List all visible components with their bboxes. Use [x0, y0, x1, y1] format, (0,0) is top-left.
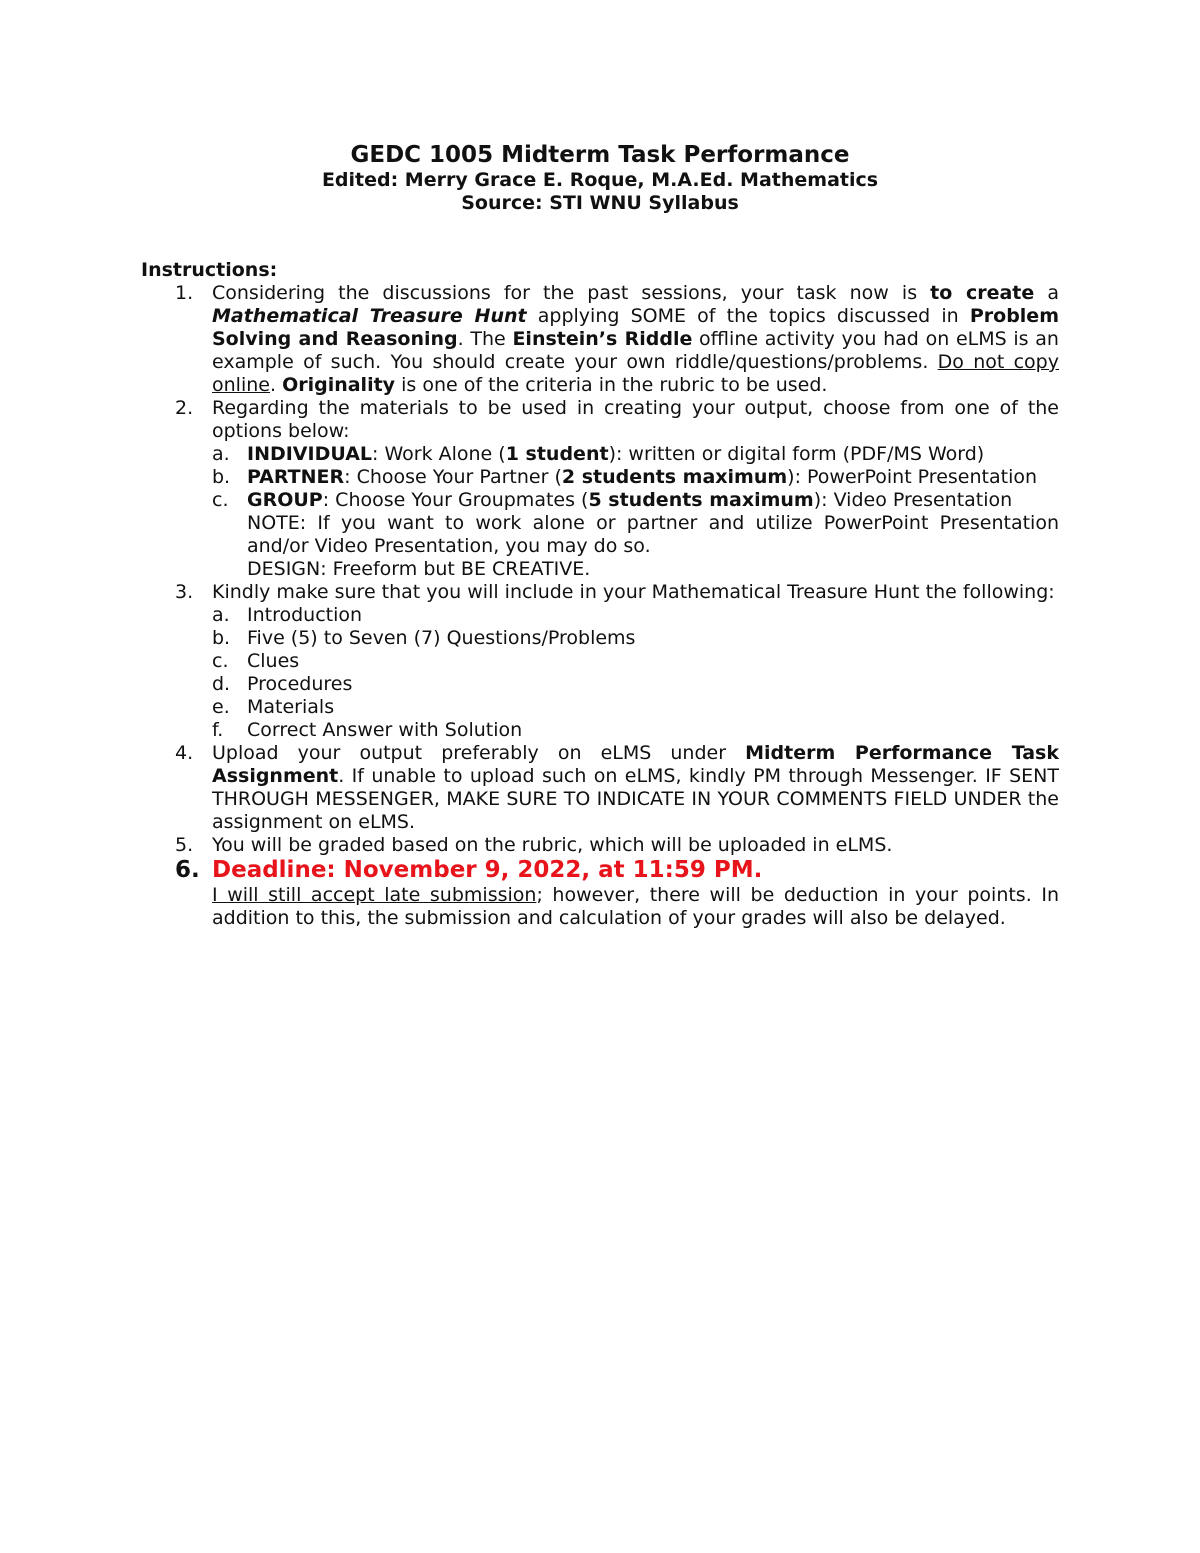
- text: . The: [457, 328, 513, 350]
- text: . If unable to upload such on eLMS, kindly PM through Messenger. IF SENT THROUGH MESSENGER, MAKE SURE TO INDICATE IN YOUR COMMENTS FIELD UNDER the assignment on eLMS.: [212, 765, 1059, 833]
- document-header: [0, 142, 1200, 215]
- list-text: Five (5) to Seven (7) Questions/Problems: [247, 627, 636, 649]
- bold-text: to create: [930, 282, 1035, 304]
- list-letter: f.: [212, 719, 224, 741]
- list-letter: b.: [212, 627, 231, 649]
- list-item: [212, 719, 1059, 742]
- instruction-item-4: [141, 742, 1059, 834]
- deadline-text: Deadline: November 9, 2022, at 11:59 PM.: [212, 857, 763, 883]
- option-letter: c.: [212, 489, 229, 511]
- item-text: Regarding the materials to be used in creating your output, choose from one of the options below:: [212, 397, 1059, 442]
- option-letter: a.: [212, 443, 230, 465]
- edited-by: Edited: Merry Grace E. Roque, M.A.Ed. Mathematics: [321, 169, 879, 191]
- text: ): Video Presentation: [813, 489, 1013, 511]
- design-text: DESIGN: Freeform but BE CREATIVE.: [247, 558, 591, 580]
- underlined-text: Do not copy online: [212, 351, 1059, 396]
- text: Considering the discussions for the past sessions, your task now is: [212, 282, 931, 304]
- item-number: 5.: [175, 834, 194, 856]
- bold-text: 5 students maximum: [588, 489, 814, 511]
- option-partner: [212, 466, 1059, 489]
- bold-text: INDIVIDUAL: [247, 443, 373, 465]
- late-submission-text: [212, 884, 1059, 930]
- bold-text: 1 student: [505, 443, 609, 465]
- item-number: 3.: [175, 581, 194, 603]
- instructions-label: Instructions:: [141, 259, 278, 281]
- list-text: Materials: [247, 696, 335, 718]
- list-item: [212, 627, 1059, 650]
- bold-text: Einstein’s Riddle: [512, 328, 693, 350]
- underlined-text: I will still accept late submission: [212, 884, 537, 906]
- bold-text: PARTNER: [247, 466, 345, 488]
- text: Upload your output preferably on eLMS under: [212, 742, 746, 764]
- document-title: GEDC 1005 Midterm Task Performance: [350, 142, 850, 168]
- bold-text: 2 students maximum: [561, 466, 788, 488]
- instruction-item-1: [141, 282, 1059, 397]
- note-text: NOTE: If you want to work alone or partner and utilize PowerPoint Presentation and/or Video Presentation, you may do so.: [247, 512, 1059, 557]
- option-group: [212, 489, 1059, 512]
- instruction-item-5: [141, 834, 1059, 857]
- bold-text: Problem Solving and Reasoning: [212, 305, 1059, 350]
- item-number: 6.: [175, 857, 200, 883]
- instruction-item-3: [141, 581, 1059, 742]
- list-text: Clues: [247, 650, 300, 672]
- text: .: [269, 374, 283, 396]
- list-letter: d.: [212, 673, 231, 695]
- instruction-item-6: [141, 857, 1059, 930]
- list-letter: e.: [212, 696, 230, 718]
- item-number: 4.: [175, 742, 194, 764]
- item-text: Kindly make sure that you will include in your Mathematical Treasure Hunt the following:: [212, 581, 1055, 603]
- list-text: Introduction: [247, 604, 363, 626]
- list-text: Correct Answer with Solution: [247, 719, 523, 741]
- bold-text: Midterm Performance Task Assignment: [212, 742, 1059, 787]
- option-individual: [212, 443, 1059, 466]
- text: offline activity you had on eLMS is an example of such. You should create your own riddle/questions/problems.: [212, 328, 1059, 373]
- document-body: [141, 259, 1059, 930]
- list-text: Procedures: [247, 673, 353, 695]
- bold-text: GROUP: [247, 489, 323, 511]
- list-letter: a.: [212, 604, 230, 626]
- bold-italic-text: Mathematical Treasure Hunt: [212, 305, 527, 327]
- list-letter: c.: [212, 650, 229, 672]
- bold-text: Originality: [282, 374, 396, 396]
- text: ): written or digital form (PDF/MS Word): [608, 443, 985, 465]
- source-line: Source: STI WNU Syllabus: [461, 192, 739, 214]
- item-text: You will be graded based on the rubric, which will be uploaded in eLMS.: [212, 834, 893, 856]
- text: ): PowerPoint Presentation: [787, 466, 1038, 488]
- text: is one of the criteria in the rubric to be used.: [395, 374, 828, 396]
- list-item: [212, 673, 1059, 696]
- text: applying SOME of the topics discussed in: [526, 305, 970, 327]
- text: ; however, there will be deduction in your points. In addition to this, the submission and calculation of your grades will also be delayed.: [212, 884, 1059, 929]
- text: : Work Alone (: [372, 443, 506, 465]
- option-letter: b.: [212, 466, 231, 488]
- text: a: [1034, 282, 1059, 304]
- list-item: [212, 604, 1059, 627]
- instruction-item-2: [141, 397, 1059, 581]
- item-number: 2.: [175, 397, 194, 419]
- list-item: [212, 650, 1059, 673]
- item-number: 1.: [175, 282, 194, 304]
- list-item: [212, 696, 1059, 719]
- text: : Choose Your Partner (: [344, 466, 562, 488]
- text: : Choose Your Groupmates (: [322, 489, 589, 511]
